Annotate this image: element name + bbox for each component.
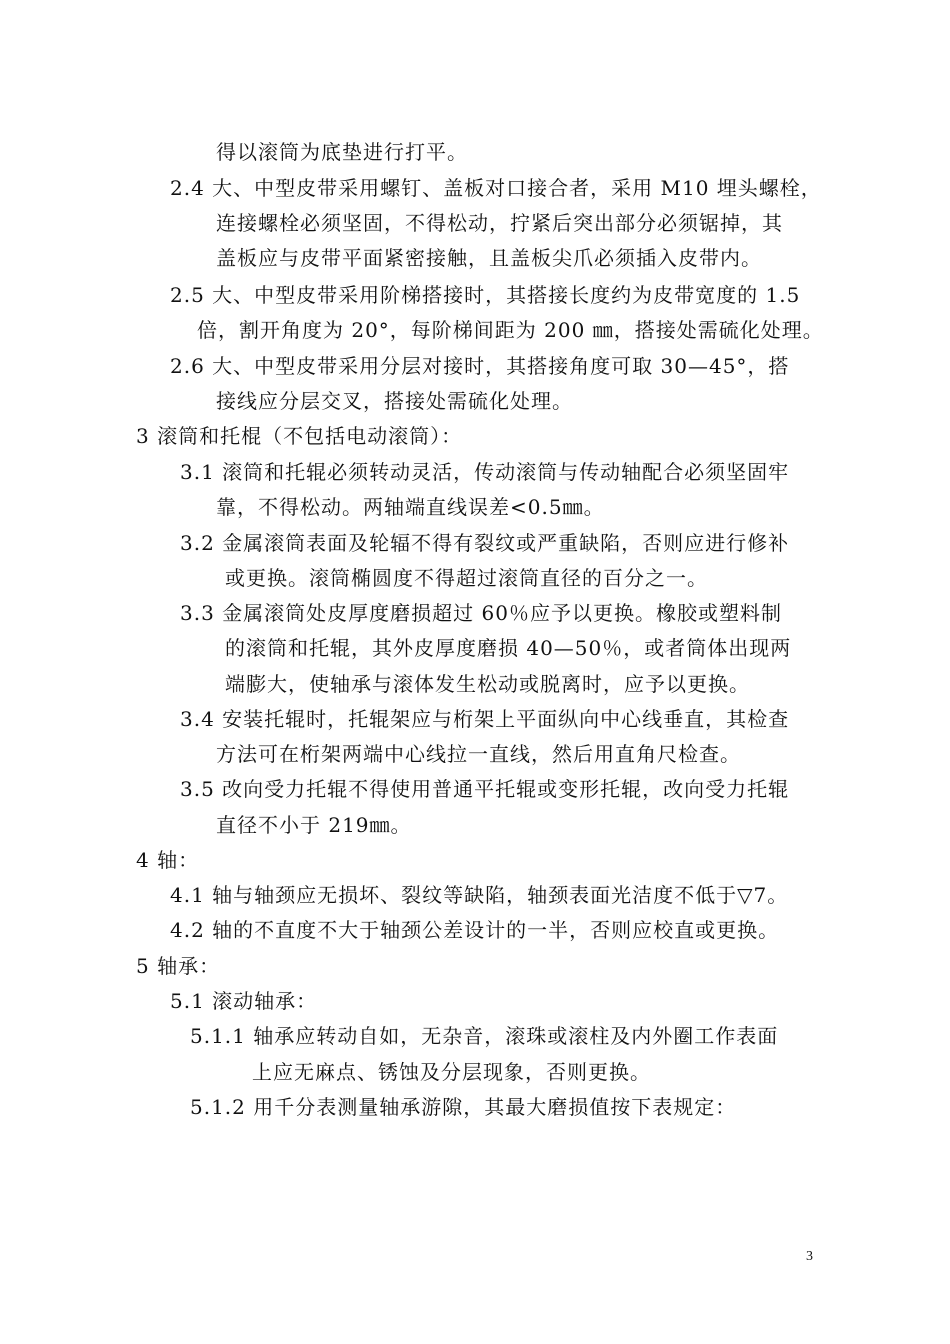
text-line: 4.2 轴的不直度不大于轴颈公差设计的一半，否则应校直或更换。 bbox=[170, 918, 780, 942]
text-line: 得以滚筒为底垫进行打平。 bbox=[216, 140, 468, 164]
section-heading: 3 滚筒和托棍（不包括电动滚筒）： bbox=[136, 424, 463, 448]
text-line: 盖板应与皮带平面紧密接触，且盖板尖爪必须插入皮带内。 bbox=[216, 246, 762, 270]
text-line: 2.4 大、中型皮带采用螺钉、盖板对口接合者，采用 M10 埋头螺栓， bbox=[170, 176, 822, 200]
text-line: 直径不小于 219㎜。 bbox=[216, 813, 412, 837]
text-line: 靠，不得松动。两轴端直线误差<0.5㎜。 bbox=[216, 495, 605, 519]
text-line: 3.2 金属滚筒表面及轮辐不得有裂纹或严重缺陷，否则应进行修补 bbox=[180, 531, 790, 555]
text-line: 3.3 金属滚筒处皮厚度磨损超过 60％应予以更换。橡胶或塑料制 bbox=[180, 601, 782, 625]
text-line: 3.1 滚筒和托辊必须转动灵活，传动滚筒与传动轴配合必须坚固牢 bbox=[180, 460, 790, 484]
subsection-heading: 5.1 滚动轴承： bbox=[170, 989, 318, 1013]
text-line: 上应无麻点、锈蚀及分层现象，否则更换。 bbox=[252, 1060, 651, 1084]
text-line: 5.1.2 用千分表测量轴承游隙，其最大磨损值按下表规定： bbox=[190, 1095, 737, 1119]
text-line: 4.1 轴与轴颈应无损坏、裂纹等缺陷，轴颈表面光洁度不低于▽7。 bbox=[170, 883, 789, 907]
text-line: 2.6 大、中型皮带采用分层对接时，其搭接角度可取 30—45°，搭 bbox=[170, 354, 790, 378]
text-line: 连接螺栓必须坚固，不得松动，拧紧后突出部分必须锯掉，其 bbox=[216, 211, 783, 235]
text-line: 3.5 改向受力托辊不得使用普通平托辊或变形托辊，改向受力托辊 bbox=[180, 777, 790, 801]
text-line: 3.4 安装托辊时，托辊架应与桁架上平面纵向中心线垂直，其检查 bbox=[180, 707, 790, 731]
text-line: 的滚筒和托辊，其外皮厚度磨损 40—50％，或者筒体出现两 bbox=[225, 636, 792, 660]
text-line: 端膨大，使轴承与滚体发生松动或脱离时，应予以更换。 bbox=[225, 672, 750, 696]
text-line: 2.5 大、中型皮带采用阶梯搭接时，其搭接长度约为皮带宽度的 1.5 bbox=[170, 283, 801, 307]
page-number: 3 bbox=[806, 1249, 813, 1264]
text-line: 5.1.1 轴承应转动自如，无杂音，滚珠或滚柱及内外圈工作表面 bbox=[190, 1024, 779, 1048]
text-line: 接线应分层交叉，搭接处需硫化处理。 bbox=[216, 389, 573, 413]
section-heading: 4 轴： bbox=[136, 848, 200, 872]
section-heading: 5 轴承： bbox=[136, 954, 221, 978]
text-line: 或更换。滚筒椭圆度不得超过滚筒直径的百分之一。 bbox=[225, 566, 708, 590]
text-line: 方法可在桁架两端中心线拉一直线，然后用直角尺检查。 bbox=[216, 742, 741, 766]
text-line: 倍，割开角度为 20°，每阶梯间距为 200 ㎜，搭接处需硫化处理。 bbox=[197, 318, 824, 342]
